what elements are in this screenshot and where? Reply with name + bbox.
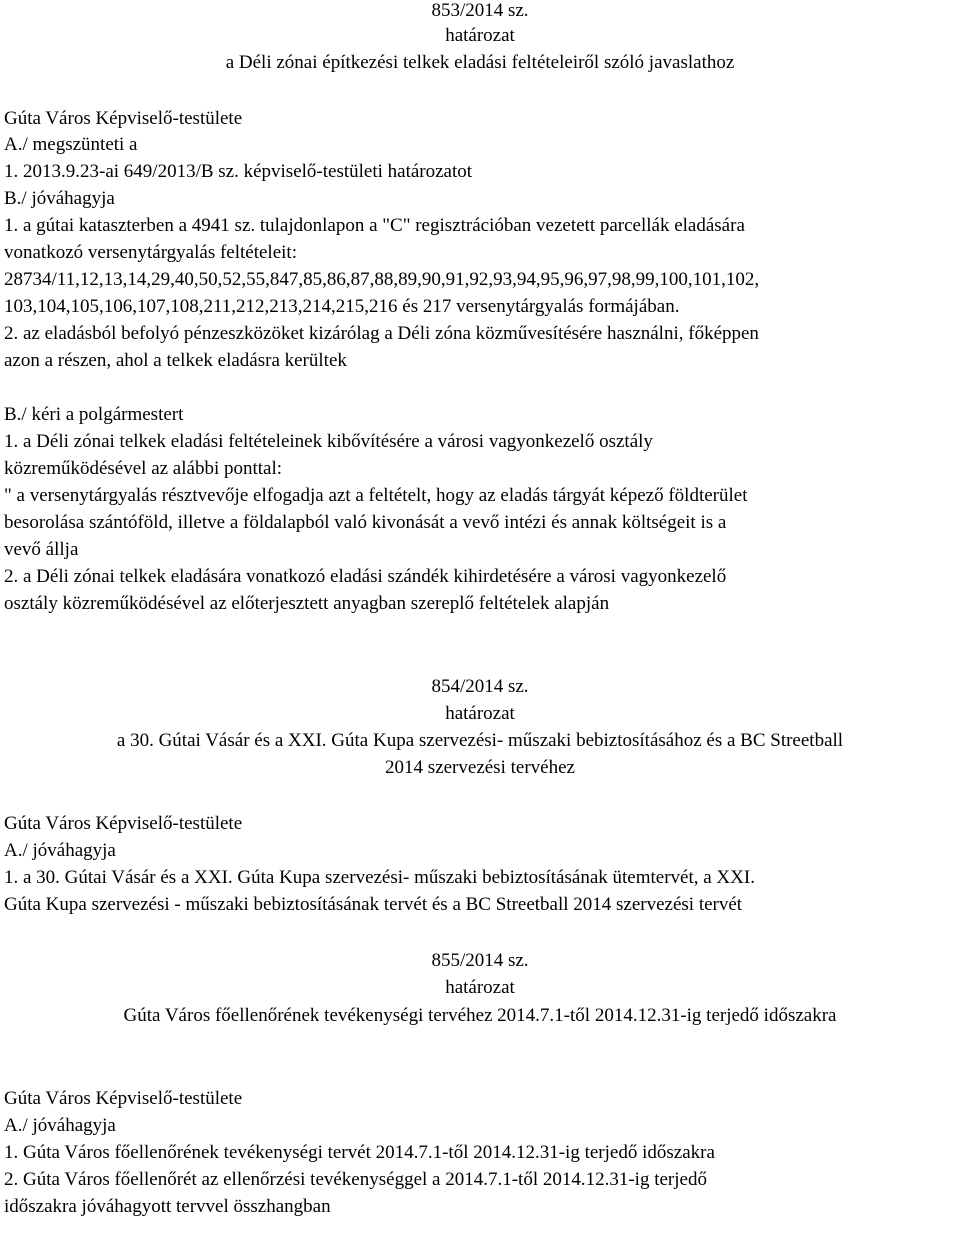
resolution-855-a2-line1: 2. Gúta Város főellenőrét az ellenőrzési tevékenységgel a 2014.7.1-től 2014.12.31-ig terjedő [4, 1169, 707, 1190]
resolution-853-c1-line3: " a versenytárgyalás résztvevője elfogadja azt a feltételt, hogy az eladás tárgyát képező földterület [4, 485, 748, 506]
resolution-853-c1-line5: vevő állja [4, 539, 79, 560]
resolution-853-b1-line4: 103,104,105,106,107,108,211,212,213,214,215,216 és 217 versenytárgyalás formájában. [4, 296, 680, 317]
resolution-854-a1-line2: Gúta Kupa szervezési - műszaki bebiztosításának tervét és a BC Streetball 2014 szervezési tervét [4, 894, 743, 915]
resolution-853-b2-line2: azon a részen, ahol a telkek eladásra kerültek [4, 350, 347, 371]
resolution-855-a-heading: A./ jóváhagyja [4, 1115, 116, 1136]
resolution-855-number: 855/2014 sz. [431, 950, 529, 971]
resolution-853-b1-line3: 28734/11,12,13,14,29,40,50,52,55,847,85,86,87,88,89,90,91,92,93,94,95,96,97,98,99,100,101,102, [4, 269, 760, 290]
resolution-854-body: Gúta Város Képviselő-testülete [4, 813, 243, 834]
resolution-854-number: 854/2014 sz. [431, 676, 529, 697]
resolution-854-kind: határozat [445, 703, 515, 724]
resolution-854-a-heading: A./ jóváhagyja [4, 840, 116, 861]
resolution-853-c1-line2: közreműködésével az alábbi ponttal: [4, 458, 283, 479]
resolution-853-subject: a Déli zónai építkezési telkek eladási feltételeiről szóló javaslathoz [225, 52, 735, 73]
resolution-854-a1-line1: 1. a 30. Gútai Vásár és a XXI. Gúta Kupa szervezési- műszaki bebiztosításának ütemtervét, a XXI. [4, 867, 755, 888]
resolution-853-b1-line2: vonatkozó versenytárgyalás feltételeit: [4, 242, 297, 263]
resolution-853-c1-line4: besorolása szántóföld, illetve a földalapból való kivonását a vevő intézi és annak költségeit is a [4, 512, 727, 533]
resolution-853-c2-line1: 2. a Déli zónai telkek eladására vonatkozó eladási szándék kihirdetésére a városi vagyonkezelő [4, 566, 727, 587]
resolution-853-a1: 1. 2013.9.23-ai 649/2013/B sz. képviselő-testületi határozatot [4, 161, 473, 182]
resolution-855-body: Gúta Város Képviselő-testülete [4, 1088, 243, 1109]
resolution-853-b-heading: B./ jóváhagyja [4, 188, 115, 209]
resolution-853-kind: határozat [445, 25, 515, 46]
resolution-853-b2-line1: 2. az eladásból befolyó pénzeszközöket kizárólag a Déli zóna közművesítésére használni, főképpen [4, 323, 759, 344]
resolution-855-a1: 1. Gúta Város főellenőrének tevékenységi tervét 2014.7.1-től 2014.12.31-ig terjedő időszakra [4, 1142, 715, 1163]
resolution-853-c2-line2: osztály közreműködésével az előterjesztett anyagban szereplő feltételek alapján [4, 593, 610, 614]
resolution-853-c-heading: B./ kéri a polgármestert [4, 404, 184, 425]
resolution-853-b1-line1: 1. a gútai kataszterben a 4941 sz. tulajdonlapon a "C" regisztrációban vezetett parcellák eladására [4, 215, 745, 236]
resolution-855-subject: Gúta Város főellenőrének tevékenységi tervéhez 2014.7.1-től 2014.12.31-ig terjedő időszakra [123, 1005, 837, 1026]
resolution-854-subject-line2: 2014 szervezési tervéhez [385, 757, 575, 778]
resolution-853-c1-line1: 1. a Déli zónai telkek eladási feltételeinek kibővítésére a városi vagyonkezelő osztály [4, 431, 653, 452]
resolution-855-kind: határozat [445, 977, 515, 998]
resolution-853-number: 853/2014 sz. [431, 0, 529, 21]
resolution-853-body: Gúta Város Képviselő-testülete [4, 108, 243, 129]
resolution-855-a2-line2: időszakra jóváhagyott tervvel összhangban [4, 1196, 331, 1217]
resolution-854-subject-line1: a 30. Gútai Vásár és a XXI. Gúta Kupa szervezési- műszaki bebiztosításához és a BC Streetball [116, 730, 844, 751]
resolution-853-a-heading: A./ megszünteti a [4, 134, 138, 155]
